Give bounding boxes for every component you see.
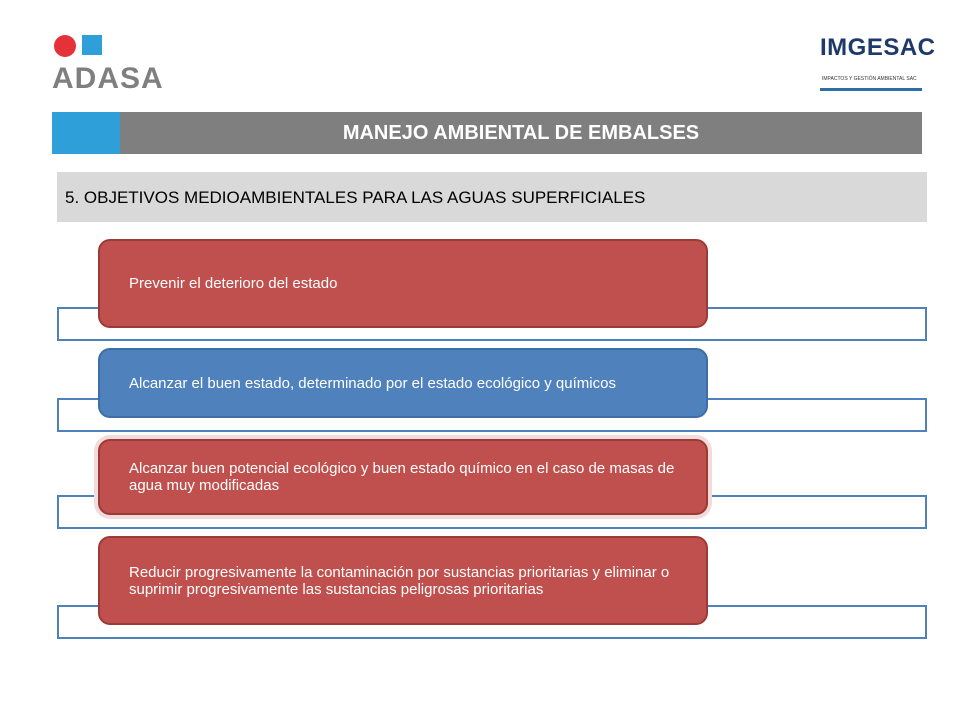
- objective-item: [98, 348, 708, 418]
- title-accent-block: [52, 112, 120, 154]
- objective-text: Reducir progresivamente la contaminación por sustancias prioritarias y eliminar o suprimir progresivamente las sustancias peligrosas prioritarias: [129, 563, 670, 598]
- section-header: [57, 172, 927, 222]
- adasa-logo: [52, 32, 182, 96]
- objective-text: Alcanzar buen potencial ecológico y buen estado químico en el caso de masas de agua muy modificadas: [129, 460, 675, 494]
- imgesac-underline: [820, 88, 922, 91]
- objective-item: [98, 439, 708, 515]
- title-banner: [52, 112, 922, 154]
- imgesac-wordmark: IMGESAC: [820, 34, 936, 61]
- page-title: MANEJO AMBIENTAL DE EMBALSES: [342, 122, 700, 144]
- imgesac-logo: [820, 34, 936, 96]
- objective-item: [98, 239, 708, 328]
- blue-square-icon: [82, 35, 102, 55]
- imgesac-tagline: IMPACTOS Y GESTIÓN AMBIENTAL SAC: [822, 76, 917, 82]
- adasa-wordmark: ADASA: [52, 62, 164, 95]
- section-title: 5. OBJETIVOS MEDIOAMBIENTALES PARA LAS AGUAS SUPERFICIALES: [65, 188, 646, 207]
- red-dot-icon: [54, 35, 76, 57]
- objective-item: [98, 536, 708, 625]
- objective-text: Prevenir el deterioro del estado: [129, 275, 338, 292]
- objective-text: Alcanzar el buen estado, determinado por el estado ecológico y químicos: [129, 374, 616, 392]
